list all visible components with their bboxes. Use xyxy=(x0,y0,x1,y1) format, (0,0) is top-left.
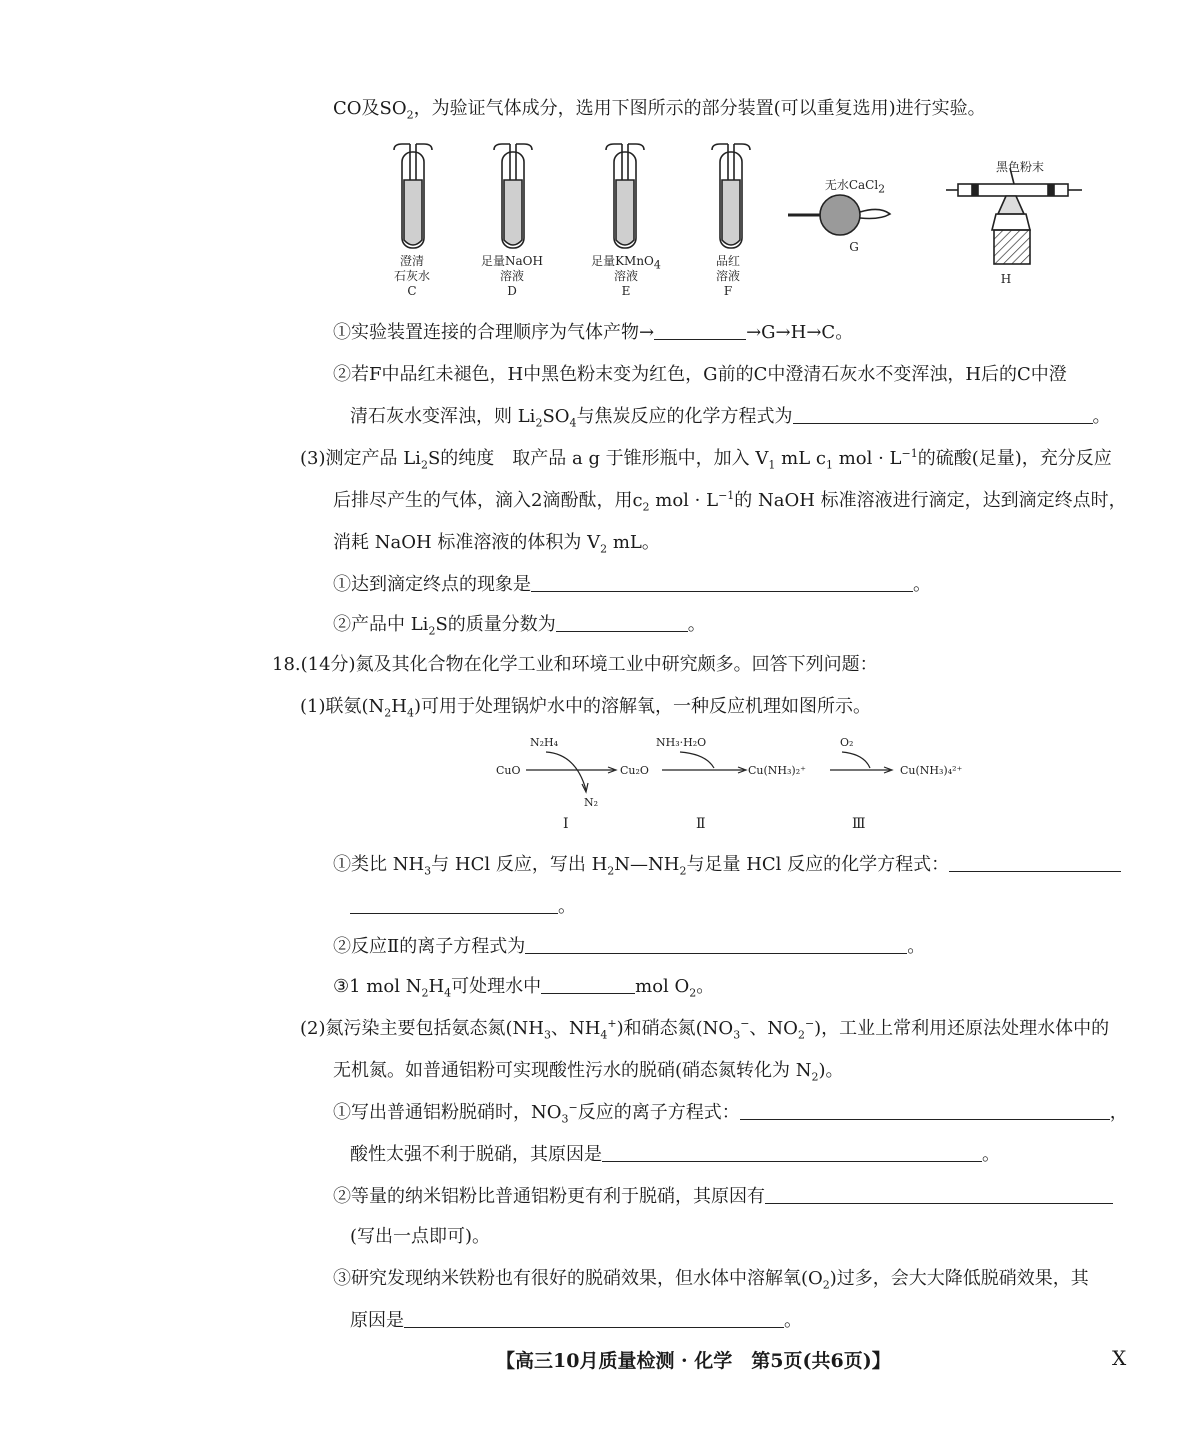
caption-d: 足量NaOH 溶液 D xyxy=(481,254,543,298)
answer-blank[interactable] xyxy=(602,1143,982,1162)
scheme-step-2: Ⅱ xyxy=(696,816,706,832)
answer-blank[interactable] xyxy=(740,1101,1110,1120)
caption-c: 澄清 石灰水 C xyxy=(393,254,430,298)
q18-2-2-cont: (写出一点即可)。 xyxy=(350,1226,491,1247)
intro-suffix: ，为验证气体成分，选用下图所示的部分装置(可以重复选用)进行实验。 xyxy=(413,98,986,119)
caption-g: G xyxy=(849,240,859,254)
intro-line: CO及$SO_2$，为验证气体成分，选用下图所示的部分装置(可以重复选用)进行实验。 xyxy=(333,98,986,122)
answer-blank[interactable] xyxy=(949,853,1121,872)
q17-2-2b: 清石灰水变浑浊，则 $Li_2SO_4$与焦炭反应的化学方程式为 。 xyxy=(350,406,1111,430)
q18-1-3: ③1 mol $N_2H_4$可处理水中 mol $O_2$。 xyxy=(333,976,715,1000)
q17-3a: (3)测定产品 $Li_2S$的纯度 取产品 a g 于锥形瓶中，加入 $V_1$ mL $c_1$ mol · $L^{-1}$的硫酸(足量)，充分反应 xyxy=(300,447,1112,472)
caption-e: 足量KMnO$_4$ 溶液 E xyxy=(591,254,661,298)
scheme-n2: N₂ xyxy=(584,796,599,809)
answer-blank[interactable] xyxy=(404,1309,784,1328)
caption-g-reagent: 无水CaCl$_2$ xyxy=(824,178,886,196)
q18-header: 18.(14分)氮及其化合物在化学工业和环境工业中研究颇多。回答下列问题： xyxy=(272,654,878,675)
q18-1: (1)联氨$(N_2H_4)$可用于处理锅炉水中的溶解氧，一种反应机理如图所示。 xyxy=(300,696,872,720)
caption-f: 品红 溶液 F xyxy=(715,254,740,298)
scheme-cuam4: Cu(NH₃)₄²⁺ xyxy=(900,764,963,777)
q17-3-2: ②产品中 $Li_2S$的质量分数为 。 xyxy=(333,614,706,638)
caption-h: H xyxy=(1000,272,1012,286)
version-mark: X xyxy=(1112,1346,1127,1370)
answer-blank[interactable] xyxy=(531,573,913,592)
intro-prefix: CO及SO xyxy=(333,98,407,119)
answer-blank[interactable] xyxy=(556,613,688,632)
q18-2-3-cont: 原因是 。 xyxy=(350,1310,802,1331)
q18-1-1: ①类比 $NH_3$与 HCl 反应，写出 $H_2N—NH_2$与足量 HCl 反应的化学方程式： xyxy=(333,852,1121,878)
caption-h-reagent: 黑色粉末 xyxy=(995,160,1044,174)
q18-2a: (2)氮污染主要包括氨态氮($NH_3$、$NH_4^+$)和硝态氮($NO_3^-$、$NO_2^-$)，工业上常利用还原法处理水体中的 xyxy=(300,1017,1110,1042)
q17-3-1: ①达到滴定终点的现象是 。 xyxy=(333,574,931,595)
answer-blank[interactable] xyxy=(654,321,746,340)
q17-2-1: ①实验装置连接的合理顺序为气体产物→ →G→H→C。 xyxy=(333,322,854,343)
scheme-step-1: Ⅰ xyxy=(563,816,569,832)
scheme-nh3h2o: NH₃·H₂O xyxy=(656,736,707,749)
page-footer: 【高三10月质量检测 · 化学 第5页(共6页)】 xyxy=(496,1350,891,1372)
answer-blank[interactable] xyxy=(525,935,907,954)
answer-blank[interactable] xyxy=(541,975,635,994)
scheme-cuo: CuO xyxy=(496,764,521,777)
q17-3b: 后排尽产生的气体，滴入2滴酚酞，用$c_2$ mol · $L^{-1}$的 NaOH 标准溶液进行滴定，达到滴定终点时， xyxy=(333,489,1127,514)
scheme-cuam2: Cu(NH₃)₂⁺ xyxy=(748,764,806,777)
q18-2-2: ②等量的纳米铝粉比普通铝粉更有利于脱硝，其原因有 xyxy=(333,1184,1113,1210)
scheme-step-3: Ⅲ xyxy=(852,816,866,832)
q18-2-3: ③研究发现纳米铁粉也有很好的脱硝效果，但水体中溶解氧$(O_2)$过多，会大大降低脱硝效果，其 xyxy=(333,1268,1089,1292)
answer-blank[interactable] xyxy=(350,895,558,914)
q18-2b: 无机氮。如普通铝粉可实现酸性污水的脱硝(硝态氮转化为 $N_2$)。 xyxy=(333,1060,844,1084)
q18-1-1-cont: 。 xyxy=(350,894,576,920)
reaction-scheme xyxy=(490,730,990,830)
q17-3c: 消耗 NaOH 标准溶液的体积为 $V_2$ mL。 xyxy=(333,532,660,556)
q18-1-2: ②反应Ⅱ的离子方程式为 。 xyxy=(333,936,926,957)
scheme-n2h4: N₂H₄ xyxy=(530,736,559,749)
q18-2-1-cont: 酸性太强不利于脱硝，其原因是 。 xyxy=(350,1144,1000,1165)
scheme-cu2o: Cu₂O xyxy=(620,764,649,777)
q17-2-2a: ②若F中品红未褪色，H中黑色粉末变为红色，G前的C中澄清石灰水不变浑浊，H后的C中澄 xyxy=(333,364,1067,385)
answer-blank[interactable] xyxy=(793,405,1093,424)
answer-blank[interactable] xyxy=(765,1185,1113,1204)
q18-2-1: ①写出普通铝粉脱硝时，$NO_3^-$反应的离子方程式： ， xyxy=(333,1101,1128,1126)
scheme-o2: O₂ xyxy=(840,736,854,749)
